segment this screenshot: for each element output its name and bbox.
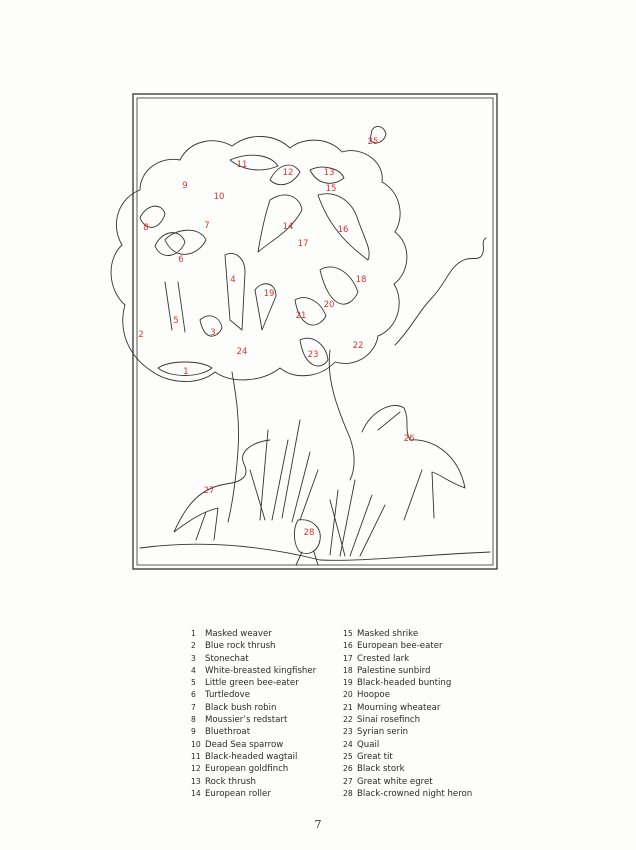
legend-species: Hoopoe	[357, 690, 390, 701]
legend-species: European bee-eater	[357, 641, 443, 652]
label-13: 13	[323, 168, 335, 178]
legend-item	[343, 628, 472, 640]
legend-item	[343, 640, 472, 652]
legend-species: Blue rock thrush	[205, 641, 276, 652]
legend-item	[343, 788, 472, 800]
legend-item	[343, 702, 472, 714]
legend-number: 2	[191, 641, 196, 651]
label-19: 19	[263, 289, 275, 299]
outer-frame	[133, 94, 497, 569]
night-heron-outline	[294, 520, 320, 565]
legend-species: Bluethroat	[205, 727, 251, 738]
label-8: 8	[143, 223, 149, 233]
legend-number: 4	[191, 665, 196, 675]
label-7: 7	[204, 221, 210, 231]
label-6: 6	[178, 255, 184, 265]
legend-number: 3	[191, 653, 196, 663]
legend-species: Black stork	[357, 764, 405, 775]
legend-species: Great tit	[357, 751, 393, 762]
page-number: 7	[314, 818, 322, 831]
legend-number: 14	[191, 788, 201, 798]
legend-species: European goldfinch	[205, 764, 289, 775]
legend-number: 12	[191, 764, 201, 774]
label-17: 17	[297, 239, 309, 249]
legend-number: 20	[343, 690, 353, 700]
tree-birds	[140, 127, 386, 376]
label-4: 4	[230, 275, 236, 285]
tree-trunk	[228, 350, 354, 522]
label-18: 18	[355, 275, 367, 285]
legend-species: Syrian serin	[357, 727, 409, 738]
label-3: 3	[210, 328, 216, 338]
legend-item	[343, 776, 472, 788]
reeds-right	[330, 480, 385, 556]
legend-number: 27	[343, 776, 353, 786]
legend-number: 13	[191, 776, 201, 786]
legend-number: 21	[343, 702, 353, 712]
legend-item	[191, 739, 316, 751]
legend-number: 1	[191, 629, 196, 638]
legend-number: 15	[343, 629, 353, 638]
legend-item	[191, 677, 316, 689]
legend-item	[343, 751, 472, 763]
label-14: 14	[282, 222, 294, 232]
legend-number: 19	[343, 678, 353, 688]
legend-species: Masked shrike	[357, 629, 419, 639]
legend-left-column	[191, 628, 316, 800]
legend-species: Black-crowned night heron	[357, 788, 473, 799]
legend-item	[191, 689, 316, 701]
legend-item	[191, 628, 316, 640]
legend-item	[343, 763, 472, 775]
legend-item	[191, 726, 316, 738]
legend-species: Sinai rosefinch	[357, 715, 421, 726]
legend-number: 24	[343, 739, 353, 749]
legend-item	[191, 751, 316, 763]
legend-item	[343, 677, 472, 689]
label-24: 24	[236, 347, 248, 357]
stork-outline	[362, 405, 465, 520]
label-5: 5	[173, 316, 179, 326]
label-2: 2	[138, 330, 144, 340]
legend-number: 16	[343, 641, 353, 651]
label-10: 10	[213, 192, 225, 202]
legend-item	[343, 665, 472, 677]
legend-species: Black bush robin	[205, 702, 277, 713]
legend-species: Quail	[357, 739, 380, 750]
legend-item	[343, 726, 472, 738]
legend-number: 17	[343, 653, 353, 663]
legend-species: Masked weaver	[205, 629, 272, 639]
legend-number: 10	[191, 739, 201, 749]
legend-species: European roller	[205, 788, 271, 799]
legend-number: 18	[343, 665, 353, 675]
legend-species: Mourning wheatear	[357, 702, 441, 713]
legend-species: Rock thrush	[205, 776, 256, 787]
label-20: 20	[323, 300, 335, 310]
label-27: 27	[203, 486, 215, 496]
legend-item	[343, 653, 472, 665]
legend-number: 5	[191, 678, 196, 688]
legend-right-column	[343, 628, 472, 800]
legend-item	[191, 665, 316, 677]
legend-item	[343, 689, 472, 701]
label-9: 9	[182, 181, 188, 191]
legend-species: Turtledove	[205, 690, 251, 701]
legend-number: 7	[191, 702, 196, 712]
legend-number: 23	[343, 727, 353, 737]
label-12: 12	[282, 168, 294, 178]
legend-number: 28	[343, 788, 353, 798]
legend-species: White-breasted kingfisher	[205, 665, 317, 676]
vine	[395, 238, 486, 345]
legend-number: 11	[191, 751, 201, 761]
ground-line	[140, 544, 490, 560]
legend-species: Little green bee-eater	[205, 678, 299, 689]
legend-item	[191, 702, 316, 714]
legend-item	[191, 763, 316, 775]
legend-item	[191, 776, 316, 788]
legend-species: Black-headed wagtail	[205, 751, 298, 762]
label-22: 22	[352, 341, 364, 351]
label-25: 25	[367, 137, 379, 147]
legend-number: 6	[191, 690, 196, 700]
label-23: 23	[307, 350, 319, 360]
label-15: 15	[325, 184, 337, 194]
legend-species: Palestine sunbird	[357, 665, 431, 676]
legend-species: Stonechat	[205, 653, 249, 664]
legend-species: Black-headed bunting	[357, 678, 452, 689]
legend-item	[191, 788, 316, 800]
label-11: 11	[236, 160, 248, 170]
legend-number: 26	[343, 764, 353, 774]
legend-species: Dead Sea sparrow	[205, 739, 284, 750]
legend-item	[191, 653, 316, 665]
legend-species: Crested lark	[357, 653, 410, 664]
legend-number: 25	[343, 751, 353, 761]
legend-species: Great white egret	[357, 776, 433, 787]
label-1: 1	[183, 367, 189, 377]
label-21: 21	[295, 311, 307, 321]
legend-item	[343, 714, 472, 726]
label-28: 28	[303, 528, 315, 538]
label-26: 26	[403, 434, 415, 444]
legend-number: 8	[191, 715, 196, 725]
legend-item	[343, 739, 472, 751]
reeds-left	[250, 420, 318, 522]
label-16: 16	[337, 225, 349, 235]
legend-species: Moussier’s redstart	[205, 715, 288, 726]
legend-number: 22	[343, 715, 353, 725]
legend-item	[191, 640, 316, 652]
legend-item	[191, 714, 316, 726]
legend-number: 9	[191, 727, 196, 737]
